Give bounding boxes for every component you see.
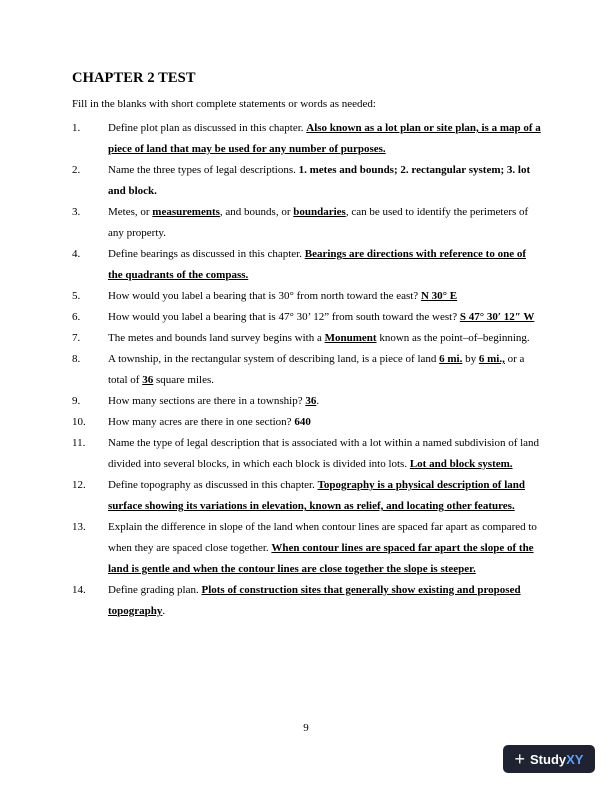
question-number: 10. xyxy=(72,416,86,428)
question-text: How many acres are there in one section? xyxy=(108,416,295,428)
page-title: CHAPTER 2 TEST xyxy=(72,70,196,86)
question-text: known as the point–of–beginning. xyxy=(376,332,530,344)
question-number: 9. xyxy=(72,395,81,407)
question-text: , and bounds, or xyxy=(219,206,294,218)
answer-text: S 47° 30′ 12″ W xyxy=(459,311,535,323)
question-text: . xyxy=(162,605,166,617)
answer-text: 640 xyxy=(294,416,311,428)
question-text: Define plot plan as discussed in this chapter. xyxy=(108,122,307,134)
answer-text: 36 xyxy=(142,374,154,386)
answer-text: 6 mi. xyxy=(439,353,463,365)
answer-text: When contour lines are spaced far apart the slope of the land is gentle and when the contour lines are close together the slope is steeper. xyxy=(108,542,534,575)
answer-text: Bearings are directions with reference to one of the quadrants of the compass. xyxy=(108,248,527,281)
question-text: Name the type of legal description that is associated with a lot within a named subdivision of land divided into several blocks, in which each block is divided into lots. xyxy=(108,437,540,470)
question-number: 4. xyxy=(72,248,81,260)
question-text: How many sections are there in a township? xyxy=(108,395,306,407)
question-item xyxy=(72,517,542,580)
answer-text: Also known as a lot plan or site plan, is a map of a piece of land that may be used for any number of purposes. xyxy=(108,122,541,155)
answer-text: 1. metes and bounds; 2. rectangular system; 3. lot and block. xyxy=(108,164,531,197)
question-text: The metes and bounds land survey begins with a xyxy=(108,332,325,344)
question-text: How would you label a bearing that is 47° 30’ 12” from south toward the west? xyxy=(108,311,460,323)
question-number: 5. xyxy=(72,290,81,302)
question-text: Define grading plan. xyxy=(108,584,202,596)
question-item xyxy=(72,202,542,244)
question-number: 1. xyxy=(72,122,81,134)
question-item xyxy=(72,349,542,391)
question-item xyxy=(72,475,542,517)
studyxy-badge[interactable] xyxy=(503,745,595,773)
question-item xyxy=(72,286,542,307)
page-number: 9 xyxy=(303,722,309,734)
question-text: or a total of xyxy=(108,353,525,386)
question-item xyxy=(72,160,542,202)
question-text: Define topography as discussed in this chapter. xyxy=(108,479,318,491)
answer-text: boundaries xyxy=(293,206,346,218)
question-number: 6. xyxy=(72,311,81,323)
question-text: Explain the difference in slope of the land when contour lines are spaced far apart as compared to when they are spaced close together. xyxy=(108,521,537,554)
instructions: Fill in the blanks with short complete statements or words as needed: xyxy=(72,98,376,110)
question-item xyxy=(72,580,542,622)
question-list xyxy=(72,118,542,622)
question-item xyxy=(72,391,542,412)
answer-text: Monument xyxy=(324,332,377,344)
answer-text: Topography is a physical description of land surface showing its variations in elevation, known as relief, and locating other features. xyxy=(108,479,525,512)
question-item xyxy=(72,307,542,328)
question-text: , can be used to identify the perimeters of any property. xyxy=(108,206,529,239)
answer-text: 6 mi., xyxy=(478,353,505,365)
question-text: Metes, or xyxy=(108,206,153,218)
question-item xyxy=(72,412,542,433)
question-text: A township, in the rectangular system of describing land, is a piece of land xyxy=(108,353,440,365)
question-number: 12. xyxy=(72,479,86,491)
plus-icon: + xyxy=(514,749,526,769)
question-text: Define bearings as discussed in this chapter. xyxy=(108,248,305,260)
question-number: 8. xyxy=(72,353,81,365)
question-number: 2. xyxy=(72,164,81,176)
question-item xyxy=(72,244,542,286)
question-number: 13. xyxy=(72,521,86,533)
question-item xyxy=(72,433,542,475)
answer-text: measurements xyxy=(152,206,220,218)
question-item xyxy=(72,118,542,160)
question-number: 7. xyxy=(72,332,81,344)
question-number: 3. xyxy=(72,206,81,218)
question-text: How would you label a bearing that is 30° from north toward the east? xyxy=(108,290,421,302)
question-text: . xyxy=(316,395,320,407)
answer-text: 36 xyxy=(305,395,317,407)
answer-text: Lot and block system. xyxy=(409,458,513,470)
badge-xy-text: XY xyxy=(566,751,584,767)
question-text: Name the three types of legal descriptions. xyxy=(108,164,299,176)
badge-study-text: Study xyxy=(530,751,567,767)
question-number: 14. xyxy=(72,584,86,596)
question-text: by xyxy=(462,353,479,365)
answer-text: N 30° E xyxy=(420,290,458,302)
question-number: 11. xyxy=(72,437,86,449)
question-item xyxy=(72,328,542,349)
question-text: square miles. xyxy=(153,374,215,386)
answer-text: Plots of construction sites that generally show existing and proposed topography xyxy=(108,584,521,617)
